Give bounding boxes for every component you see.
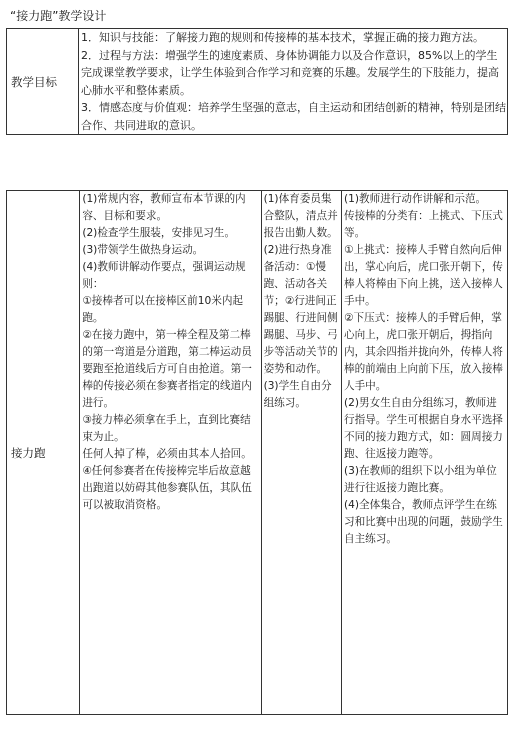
teacher-item: ④任何参赛者在传接棒完毕后故意越出跑道以妨碍其他参赛队伍，其队伍可以被取消资格。 <box>82 465 252 511</box>
teacher-content-cell <box>80 191 261 715</box>
student-item: (1)体育委员集合整队，清点并报告出勤人数。 <box>263 193 338 239</box>
objective-process: 2．过程与方法：增强学生的速度素质、身体协调能力以及合作意识，85%以上的学生完成课堂教学要求，让学生体验到合作学习和竞赛的乐趣。发展学生的下肢能力，提高心肺水平和整体素质。 <box>81 48 499 97</box>
step-item: ①上挑式：接棒人手臂自然向后伸出，掌心向后，虎口张开朝下，传棒人将棒由下向上挑，送入接棒人手中。 <box>344 244 503 307</box>
teacher-item: (1)常规内容，教师宣布本节课的内容、目标和要求。 <box>82 193 246 222</box>
teacher-item: ①接棒者可以在接棒区前10米内起跑。 <box>82 295 244 324</box>
step-item: 传接棒的分类有：上挑式、下压式等。 <box>344 210 503 239</box>
step-item: (1)教师进行动作讲解和示范。 <box>344 193 487 205</box>
teacher-item: 任何人掉了棒，必须由其本人拾回。 <box>82 448 252 460</box>
student-item: (2)进行热身准备活动：①慢跑、活动各关节；②行进间正踢腿、行进间侧踢腿、马步、弓步等活动关节的姿势和动作。 <box>263 244 338 375</box>
objectives-content <box>79 29 508 135</box>
step-item: ②下压式：接棒人的手臂后伸，掌心向上，虎口张开朝后，拇指向内，其余四指并拢向外，传棒人将棒的前端由上向前下压，放入接棒人手中。 <box>344 312 503 392</box>
teacher-item: (4)教师讲解动作要点，强调运动规则： <box>82 261 246 290</box>
objective-attitude: 3．情感态度与价值观：培养学生坚强的意志，自主运动和团结创新的精神，特别是团结合作、共同进取的意识。 <box>81 101 506 132</box>
step-item: (4)全体集合，教师点评学生在练习和比赛中出现的问题，鼓励学生自主练习。 <box>344 499 503 545</box>
step-item: (3)在教师的组织下以小组为单位进行往返接力跑比赛。 <box>344 465 497 494</box>
objectives-table <box>6 28 508 135</box>
teacher-item: ③接力棒必须拿在手上，直到比赛结束为止。 <box>82 414 251 443</box>
teacher-item: ②在接力跑中，第一棒全程及第二棒的第一弯道是分道跑，第二棒运动员要跑至抢道线后方可自由抢道。第一棒的传接必须在参赛者指定的线道内进行。 <box>82 329 252 409</box>
objectives-label: 教学目标 <box>7 29 79 135</box>
student-activities-cell <box>261 191 341 715</box>
step-item: (2)男女生自由分组练习，教师进行指导。学生可根据自身水平选择不同的接力跑方式，如：圆周接力跑、往返接力跑等。 <box>344 397 503 460</box>
relay-label: 接力跑 <box>7 191 80 715</box>
page-title: “接力跑”教学设计 <box>10 9 107 23</box>
teacher-item: (3)带领学生做热身运动。 <box>82 244 204 256</box>
teaching-steps-cell <box>342 191 508 715</box>
relay-table <box>6 190 508 715</box>
student-item: (3)学生自由分组练习。 <box>263 380 332 409</box>
objective-knowledge: 1．知识与技能：了解接力跑的规则和传接棒的基本技术，掌握正确的接力跑方法。 <box>81 31 484 44</box>
teacher-item: (2)检查学生服装，安排见习生。 <box>82 227 236 239</box>
